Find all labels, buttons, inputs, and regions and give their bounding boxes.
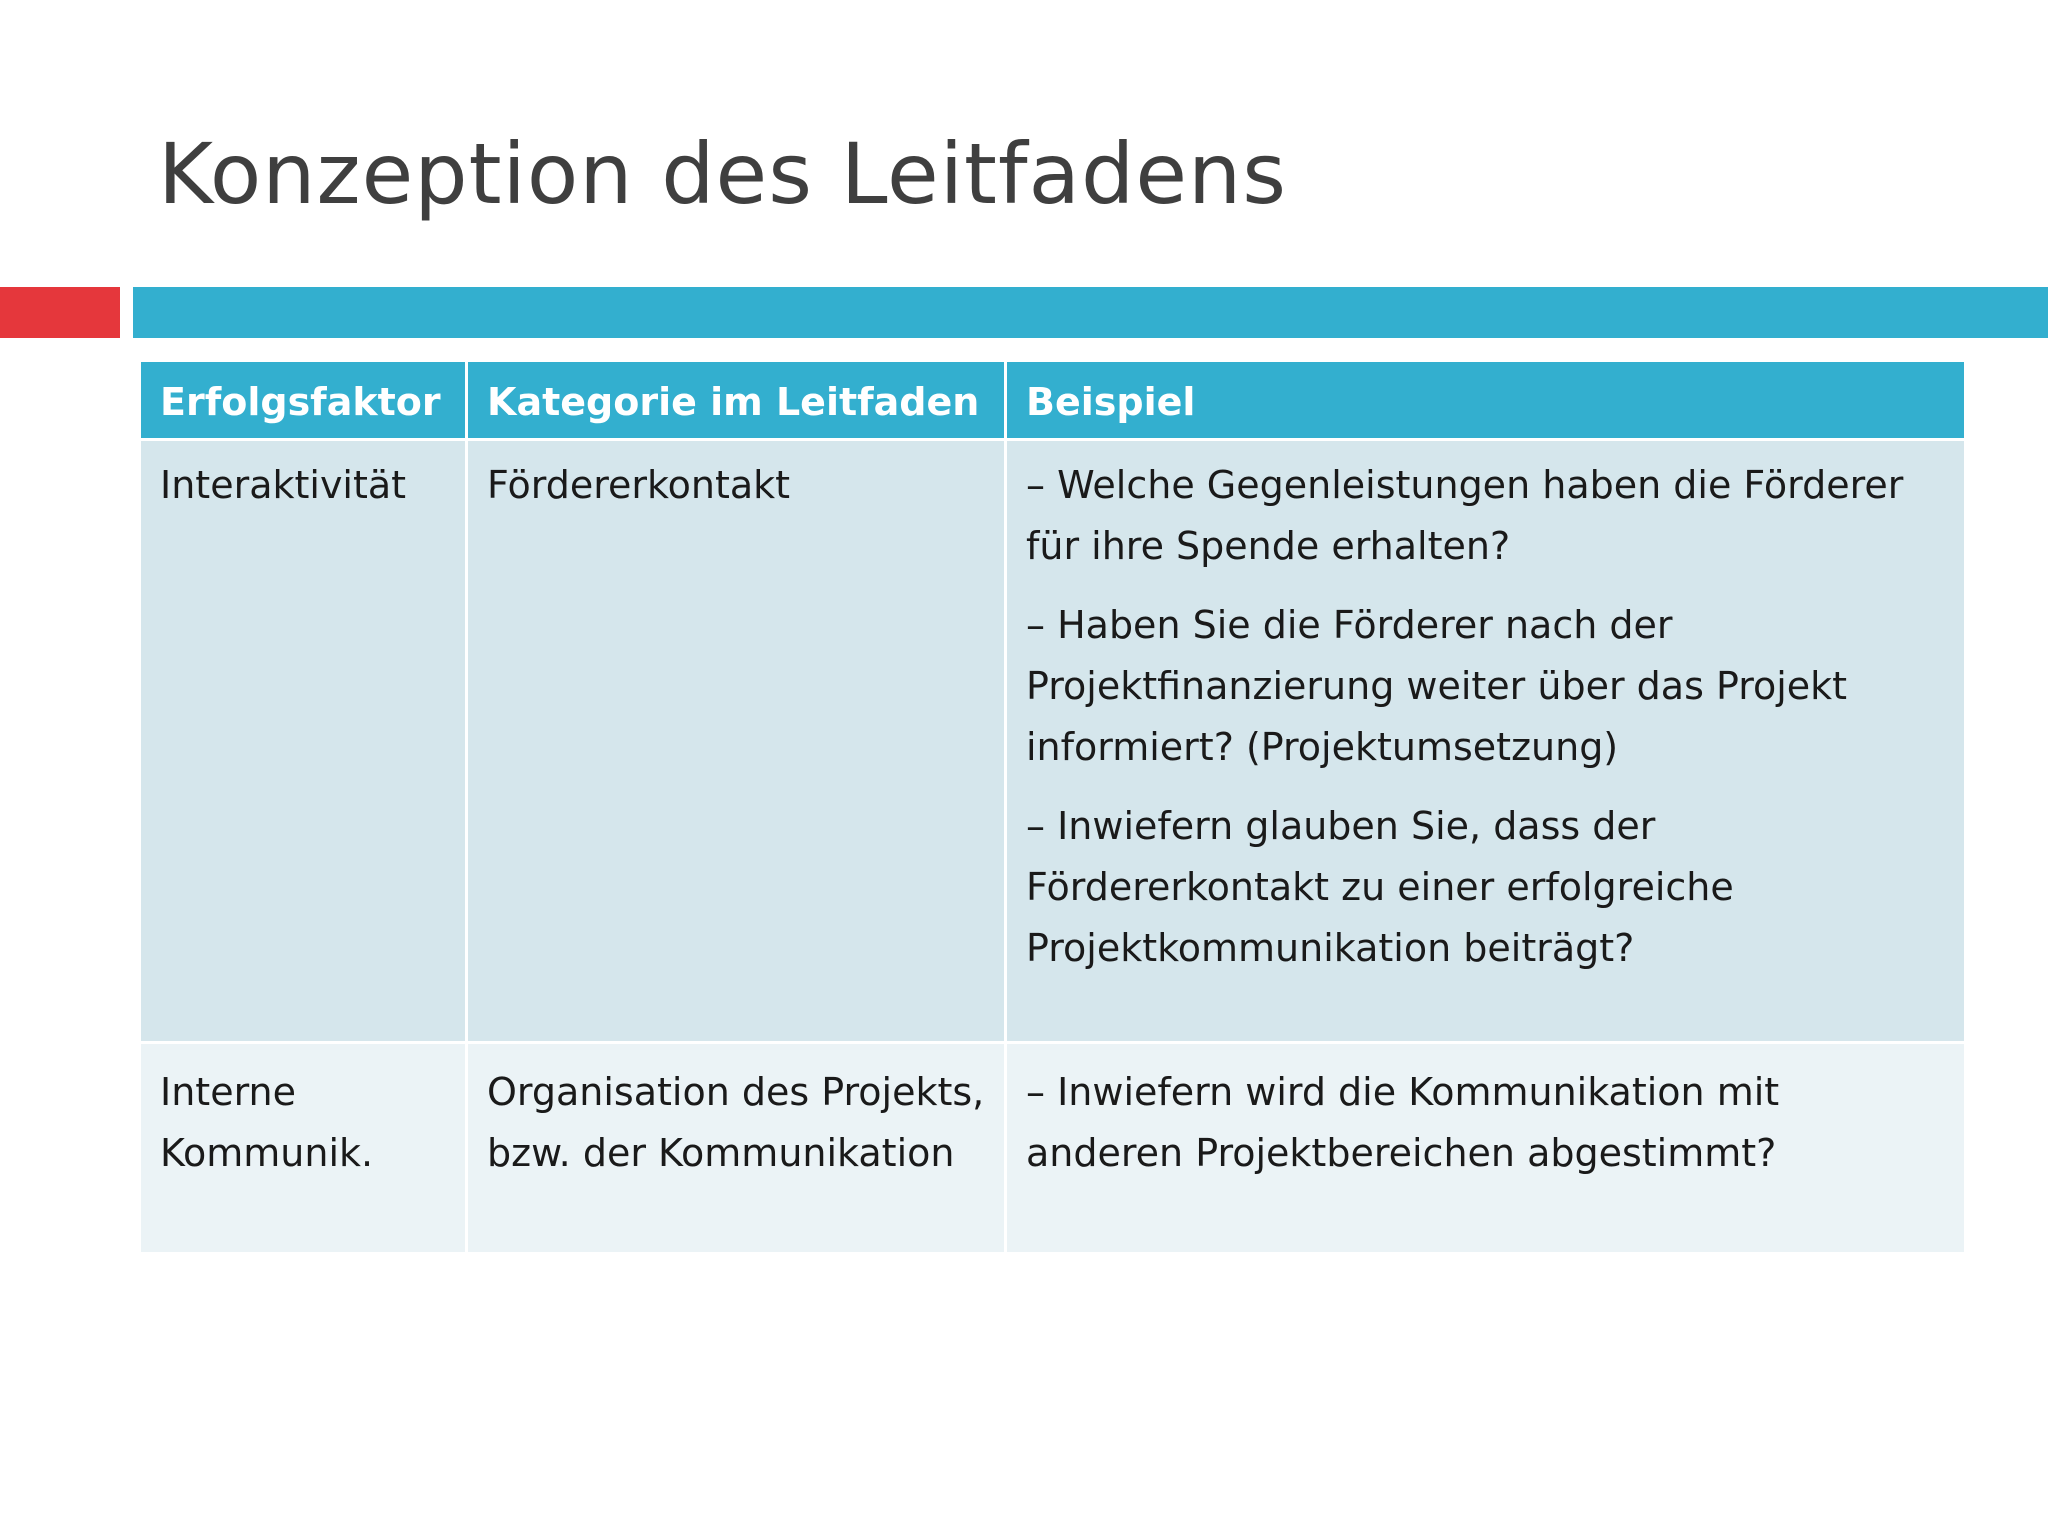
table-row xyxy=(140,440,1966,1043)
cell-factor: Interne Kommunik. xyxy=(140,1043,467,1254)
table-header-row xyxy=(140,361,1966,440)
cell-examples xyxy=(1006,1043,1966,1254)
header-kategorie: Kategorie im Leitfaden xyxy=(467,361,1006,440)
example-question: – Inwiefern wird die Kommunikation mit anderen Projektbereichen abgestimmt? xyxy=(1026,1070,1780,1175)
example-question: – Inwiefern glauben Sie, dass der Fördererkontakt zu einer erfolgreiche Projektkommunikation beiträgt? xyxy=(1026,804,1734,970)
header-erfolgsfaktor: Erfolgsfaktor xyxy=(140,361,467,440)
example-question: – Haben Sie die Förderer nach der Projektfinanzierung weiter über das Projekt informiert? (Projektumsetzung) xyxy=(1026,603,1848,769)
table-row xyxy=(140,1043,1966,1254)
accent-bar-blue xyxy=(133,287,2048,338)
header-beispiel: Beispiel xyxy=(1006,361,1966,440)
example-question: – Welche Gegenleistungen haben die Förderer für ihre Spende erhalten? xyxy=(1026,463,1904,568)
cell-category: Organisation des Projekts, bzw. der Kommunikation xyxy=(467,1043,1006,1254)
cell-category: Fördererkontakt xyxy=(467,440,1006,1043)
cell-factor: Interaktivität xyxy=(140,440,467,1043)
accent-bar-red xyxy=(0,287,120,338)
cell-examples xyxy=(1006,440,1966,1043)
slide-title: Konzeption des Leitfadens xyxy=(158,125,1288,223)
success-factors-table xyxy=(138,359,1967,1255)
